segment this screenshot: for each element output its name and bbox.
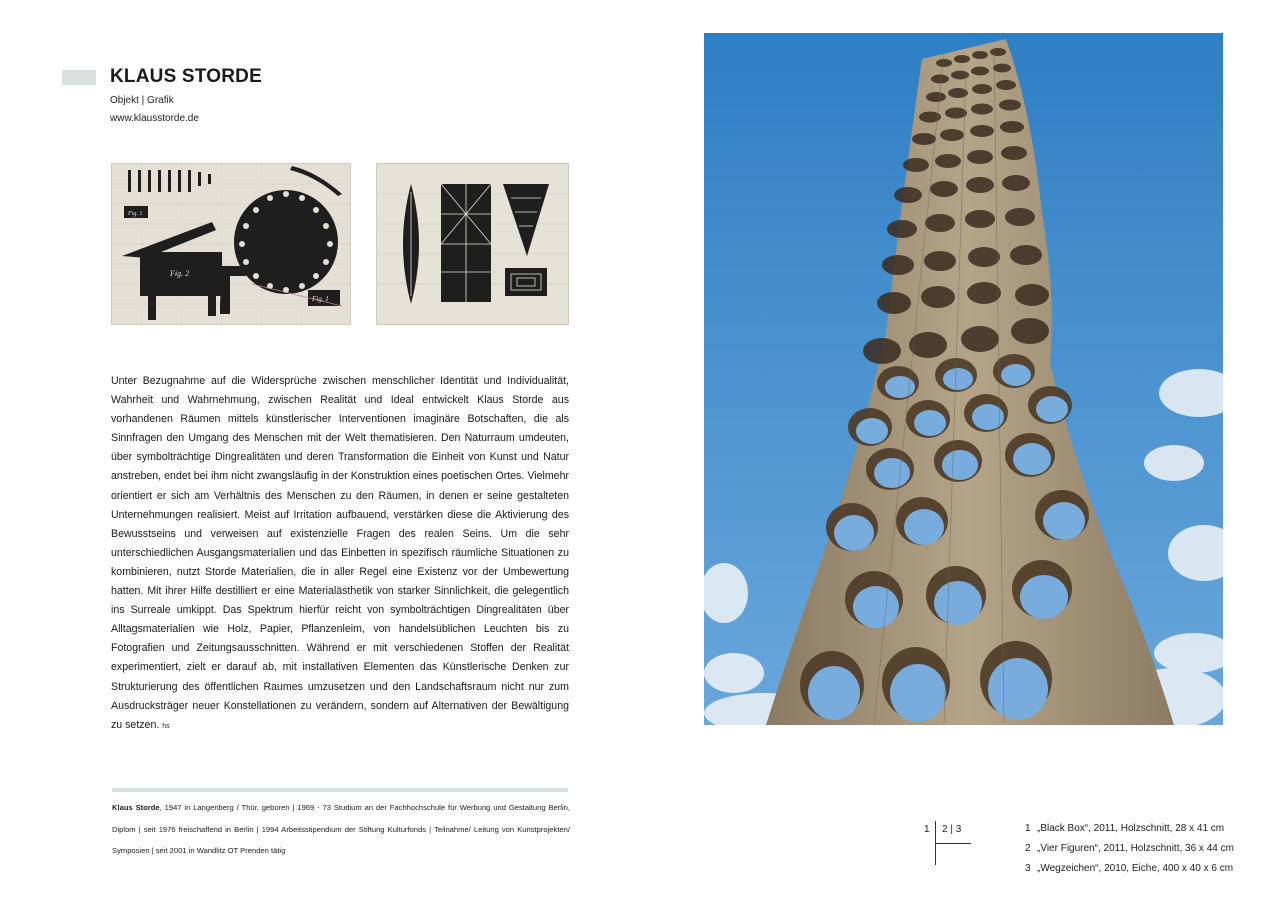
caption-text: „Black Box“, 2011, Holzschnitt, 28 x 41 cm (1037, 823, 1225, 834)
artwork-black-box-graphic (112, 164, 350, 324)
caption-number: 2 (1025, 843, 1031, 854)
bio-divider (112, 788, 568, 792)
artwork-fig-label-b: Fig. 2 (170, 269, 190, 278)
caption-text: „Vier Figuren“, 2011, Holzschnitt, 36 x 44 cm (1037, 843, 1234, 854)
page-number-divider-horizontal (935, 843, 971, 844)
artist-statement-text: Unter Bezugnahme auf die Widersprüche zwischen menschlicher Identität und Individualität, Wahrheit und Wahrnehmung, zwischen Realität und Ideal entwickelt Klaus Storde aus vorhandenen Räumen mittels künstlerischer Interventionen imaginäre Botschaften, die als Sinnfragen den Umgang des Menschen mit der Welt thematisieren. Den Naturraum umdeuten, über symbolträchtige Dingrealitäten und deren Transformation die Einheit von Kunst und Natur anstreben, endet bei ihm nicht zwangsläufig in der Konstruktion eines poetischen Ortes. Vielmehr orientiert er sich am Verhältnis des Menschen zu den Räumen, in denen er seine gestalteten Unternehmungen realisiert. Meist auf Irritation aufbauend, verstärken diese die Aktivierung des Bewusstseins und verweisen auf existenzielle Fragen des realen Seins. Um die sehr unterschiedlichen Ausgangsmaterialien und das Einbetten in spezifisch räumliche Situationen zu kombinieren, nutzt Storde Materialien, die in aller Regel eine Existenz vor der Umbewertung hatten. Mit ihrer Hilfe destilliert er eine Materialästhetik von starker Sinnlichkeit, die gelegentlich ins Surreale umkippt. Das Spektrum hierfür reicht von symbolträchtigen Dingrealitäten über Alltagsmaterialien wie Holz, Papier, Pflanzenleim, von handelsüblichen Leuchten bis zu Fotografien und Zeitungsausschnitten. Während er mit verschiedenen Stoffen der Realität experimentiert, zielt er darauf ab, mit installativen Elementen das Künstlerische Denken zur Strukturierung des öffentlichen Raumes umzusetzen und den Landschaftsraum nicht nur zum Ausdrucksträger neuer Konstellationen zu verändern, sondern auf Alternativen der Bewältigung zu setzen. (111, 375, 569, 731)
artwork-vier-figuren-graphic (377, 164, 568, 324)
page-number-left: 1 (924, 824, 930, 835)
caption-item (1025, 823, 1234, 843)
artwork-fig-label-a: Fig. 1 (128, 211, 143, 217)
artist-name: KLAUS STORDE (110, 66, 262, 87)
author-initials: hs (162, 722, 170, 730)
artist-disciplines: Objekt | Grafik (110, 95, 174, 106)
caption-number: 1 (1025, 823, 1031, 834)
caption-text: „Wegzeichen“, 2010, Eiche, 400 x 40 x 6 cm (1037, 863, 1234, 874)
caption-number: 3 (1025, 863, 1031, 874)
artist-statement (111, 372, 569, 736)
artist-bio (112, 797, 570, 862)
artwork-black-box-image (111, 163, 351, 325)
sculpture-wegzeichen-photo (704, 33, 1223, 725)
bio-name: Klaus Storde (112, 803, 160, 812)
image-captions (1025, 823, 1234, 883)
caption-item (1025, 863, 1234, 883)
sculpture-photo-graphic (704, 33, 1223, 725)
artwork-vier-figuren-image (376, 163, 569, 325)
page-number-right: 2 | 3 (942, 824, 962, 835)
artist-website-link[interactable]: www.klausstorde.de (110, 113, 199, 124)
header-accent-bar (62, 70, 96, 85)
bio-text: , 1947 in Langenberg / Thür. geboren | 1969 - 73 Studium an der Fachhochschule für Werbung und Gestaltung Berlin, Diplom | seit 1976 freischaffend in Berlin | 1994 Arbeitsstipendium der Stiftung Kulturfonds | Teilnahme/ Leitung von Kunstprojekten/ Symposien | seit 2001 in Wandlitz OT Prenden tätig (112, 803, 570, 855)
caption-item (1025, 843, 1234, 863)
artwork-fig-label-c: Fig. 1 (312, 295, 329, 303)
